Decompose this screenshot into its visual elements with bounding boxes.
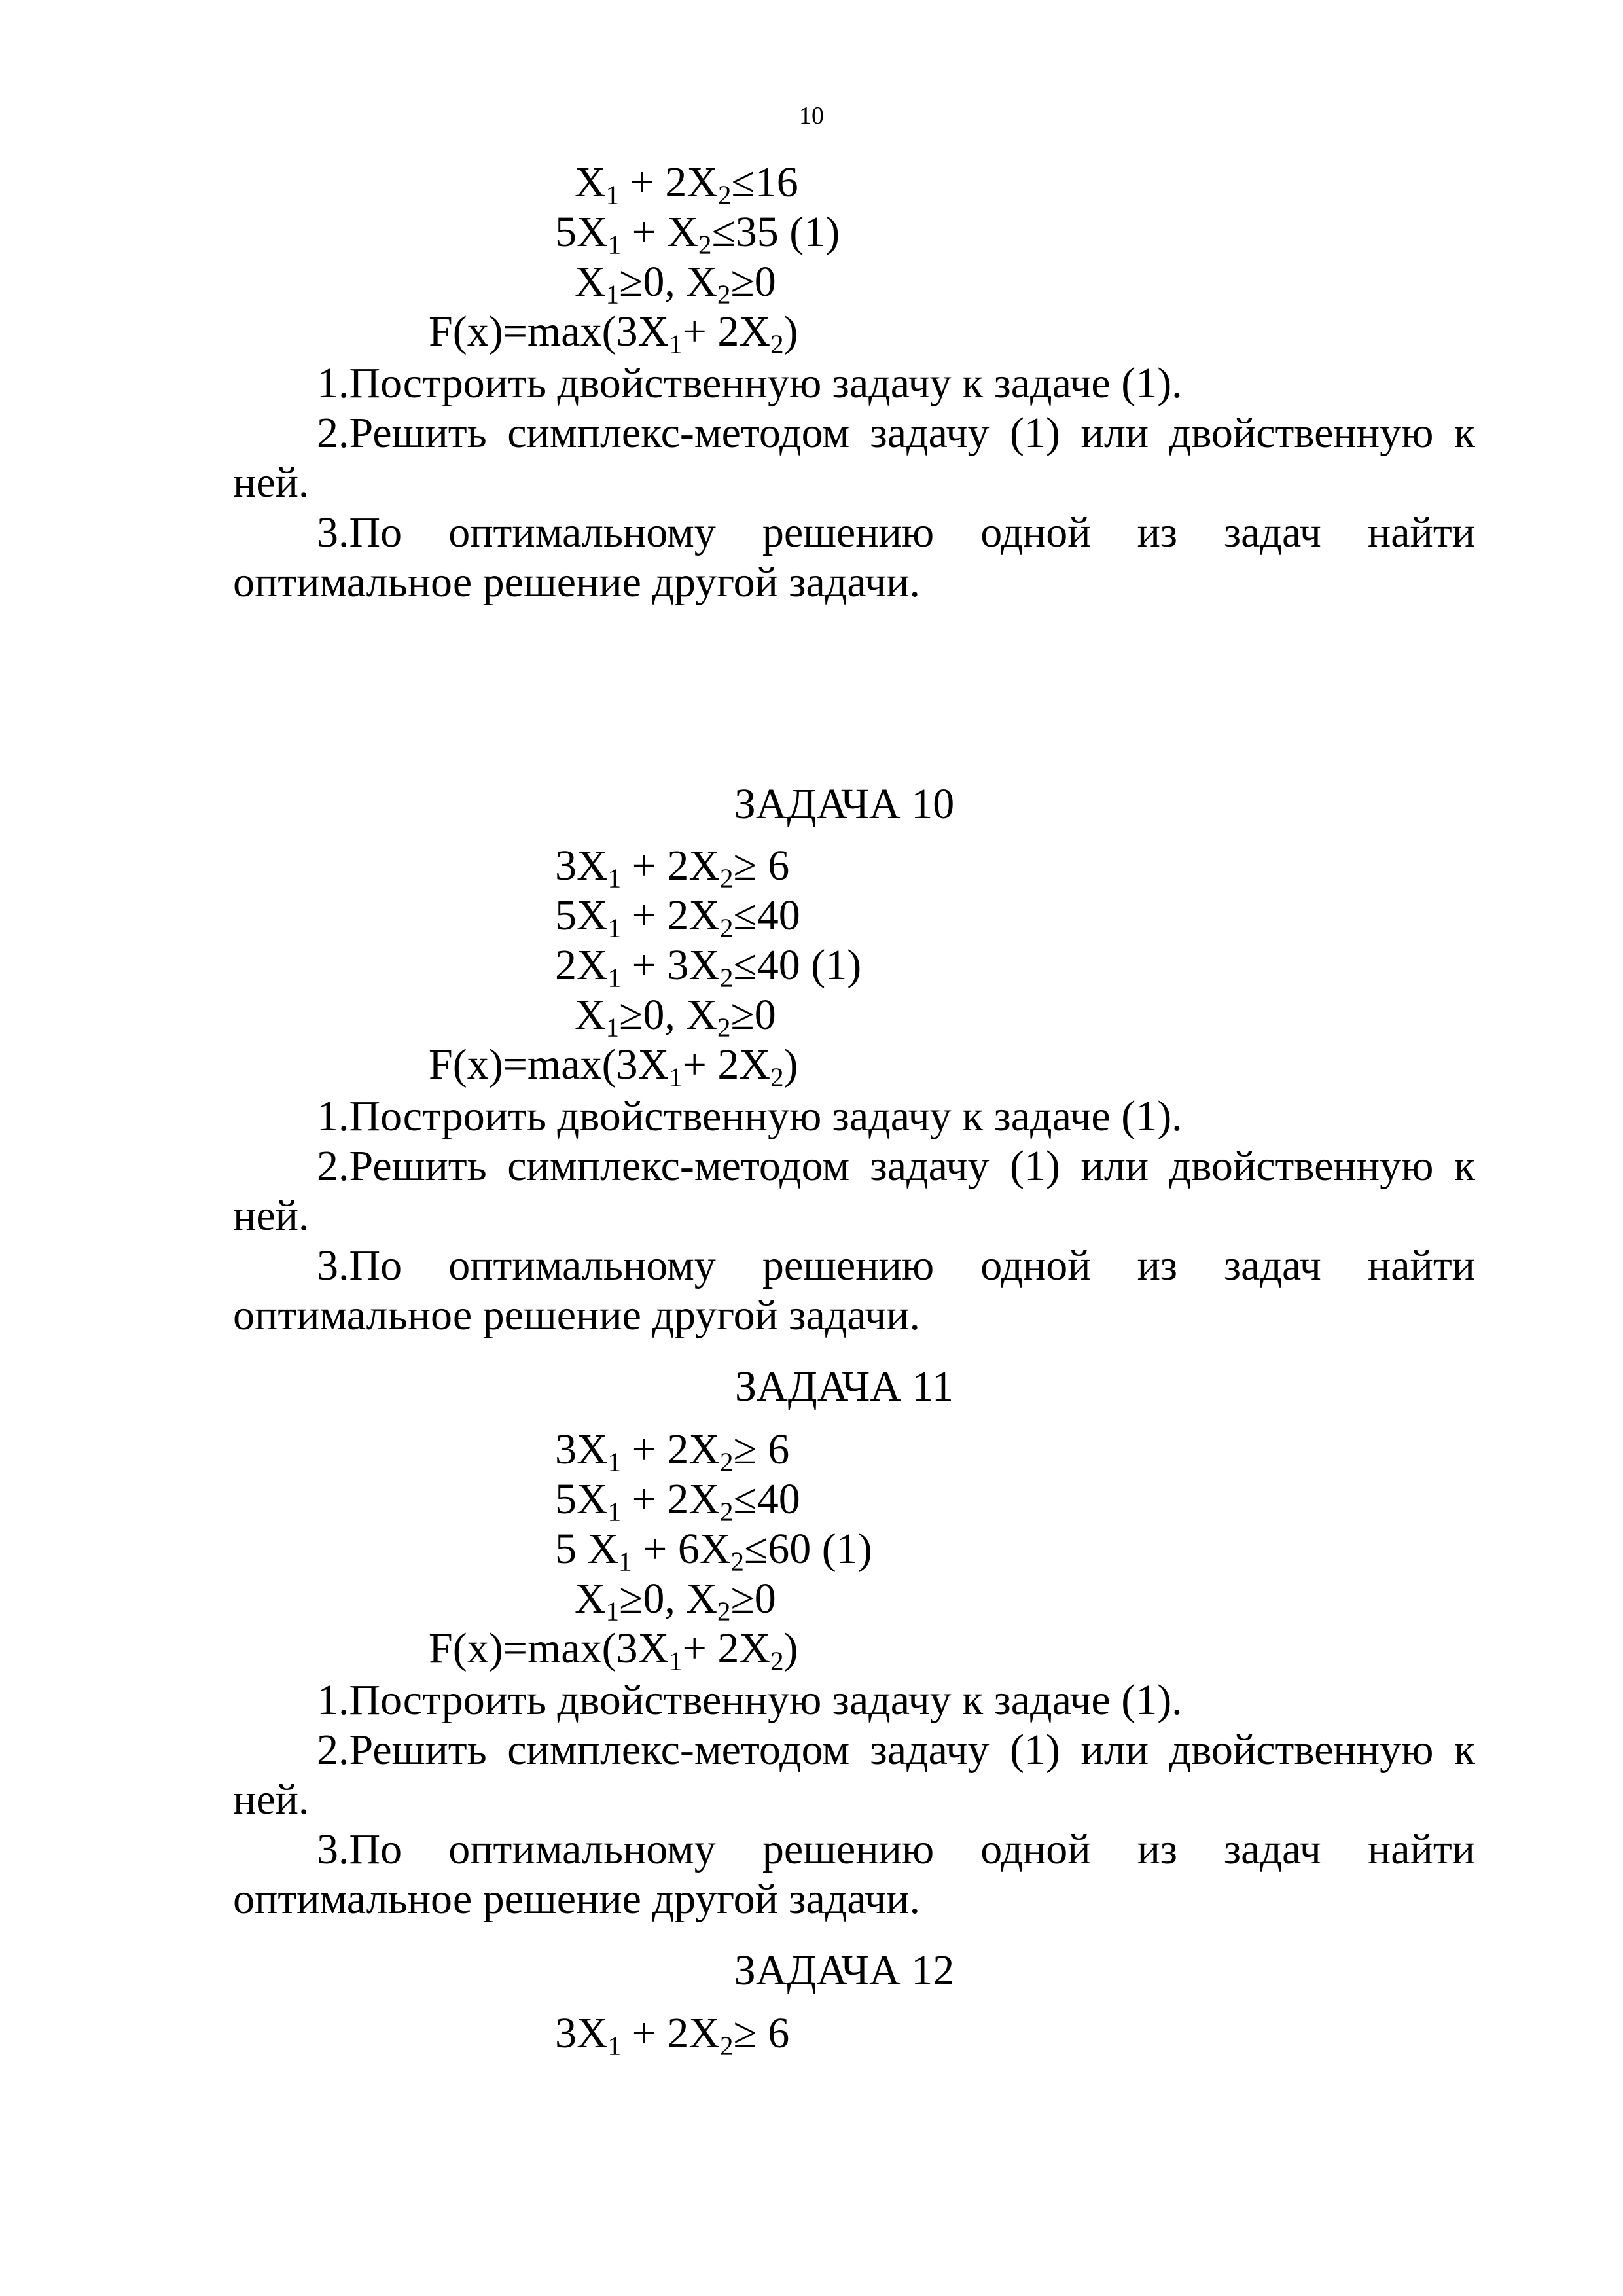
- constraint-line: $3X_1 + 2X_2\ge 6$: [555, 1426, 790, 1477]
- nonnegativity-line: $X_1\ge 0$, $X_2\ge 0$: [575, 991, 776, 1043]
- task-item-2: 2.Решить симплекс-методом задачу (1) или двойственную к ней.: [233, 409, 1475, 507]
- task-item-3: 3.По оптимальному решению одной из задач найти оптимальное решение другой задачи.: [233, 1242, 1475, 1339]
- constraint-line: $5X_1 + X_2\le 35$ (1): [555, 208, 840, 260]
- constraint-line: $5X_1 + 2X_2\le 40$: [555, 1475, 800, 1527]
- constraint-line: $3X_1 + 2X_2\ge 6$: [555, 2009, 790, 2061]
- objective-function: $F(x)=\max(3X_1+ 2X_2)$: [429, 1624, 798, 1676]
- problem-title: ЗАДАЧА 10: [734, 780, 955, 828]
- task-item-1: 1.Построить двойственную задачу к задаче (1).: [317, 359, 1183, 407]
- objective-function: $F(x)=\max(3X_1+ 2X_2)$: [429, 1041, 798, 1092]
- constraint-line: 5 $X_1 + 6X_2\le 60$ (1): [555, 1525, 872, 1577]
- constraint-line: $3X_1 + 2X_2\ge 6$: [555, 842, 790, 893]
- task-item-3: 3.По оптимальному решению одной из задач найти оптимальное решение другой задачи.: [233, 1825, 1475, 1923]
- nonnegativity-line: $X_1\ge 0$, $X_2\ge 0$: [575, 258, 776, 310]
- constraint-line: $X_1 + 2X_2\le 16$: [575, 158, 798, 210]
- problem-title: ЗАДАЧА 12: [734, 1946, 955, 1994]
- task-item-3: 3.По оптимальному решению одной из задач найти оптимальное решение другой задачи.: [233, 509, 1475, 606]
- objective-function: $F(x)=\max(3X_1+ 2X_2)$: [429, 308, 798, 359]
- task-item-2: 2.Решить симплекс-методом задачу (1) или двойственную к ней.: [233, 1726, 1475, 1823]
- constraint-line: $5X_1 + 2X_2\le 40$: [555, 891, 800, 943]
- task-item-1: 1.Построить двойственную задачу к задаче (1).: [317, 1092, 1183, 1140]
- task-item-2: 2.Решить симплекс-методом задачу (1) или двойственную к ней.: [233, 1142, 1475, 1240]
- task-item-1: 1.Построить двойственную задачу к задаче (1).: [317, 1676, 1183, 1724]
- page-number: 10: [799, 102, 824, 130]
- nonnegativity-line: $X_1\ge 0$, $X_2\ge 0$: [575, 1575, 776, 1626]
- problem-title: ЗАДАЧА 11: [735, 1363, 954, 1410]
- constraint-line: $2X_1 + 3X_2\le 40$ (1): [555, 941, 862, 993]
